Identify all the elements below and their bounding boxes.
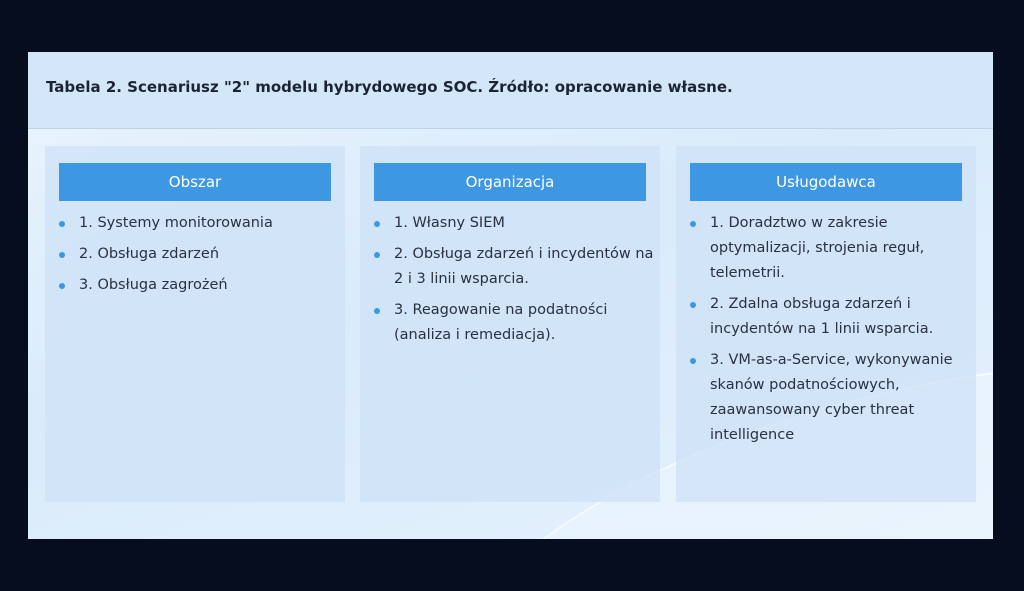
list-item: 3. Reagowanie na podatności (analiza i remediacja). [374,298,656,348]
list-item: 2. Zdalna obsługa zdarzeń i incydentów na 1 linii wsparcia. [690,292,972,342]
column-list-obszar [59,211,341,304]
column-header-uslugodawca: Usługodawca [690,163,962,201]
column-list-organizacja [374,211,656,354]
list-item: 2. Obsługa zdarzeń i incydentów na 2 i 3 linii wsparcia. [374,242,656,292]
list-item: 1. Doradztwo w zakresie optymalizacji, strojenia reguł, telemetrii. [690,211,972,286]
list-item: 3. Obsługa zagrożeń [59,273,341,298]
column-organizacja [360,146,660,502]
column-obszar [45,146,345,502]
column-list-uslugodawca [690,211,972,454]
list-item: 1. Systemy monitorowania [59,211,341,236]
caption-bar [28,52,993,129]
column-uslugodawca [676,146,976,502]
column-header-obszar: Obszar [59,163,331,201]
column-header-organizacja: Organizacja [374,163,646,201]
list-item: 1. Własny SIEM [374,211,656,236]
list-item: 3. VM-as-a-Service, wykonywanie skanów podatnościowych, zaawansowany cyber threat intelligence [690,348,972,448]
table-caption: Tabela 2. Scenariusz "2" modelu hybrydowego SOC. Źródło: opracowanie własne. [46,78,733,96]
list-item: 2. Obsługa zdarzeń [59,242,341,267]
table-card [28,52,993,539]
